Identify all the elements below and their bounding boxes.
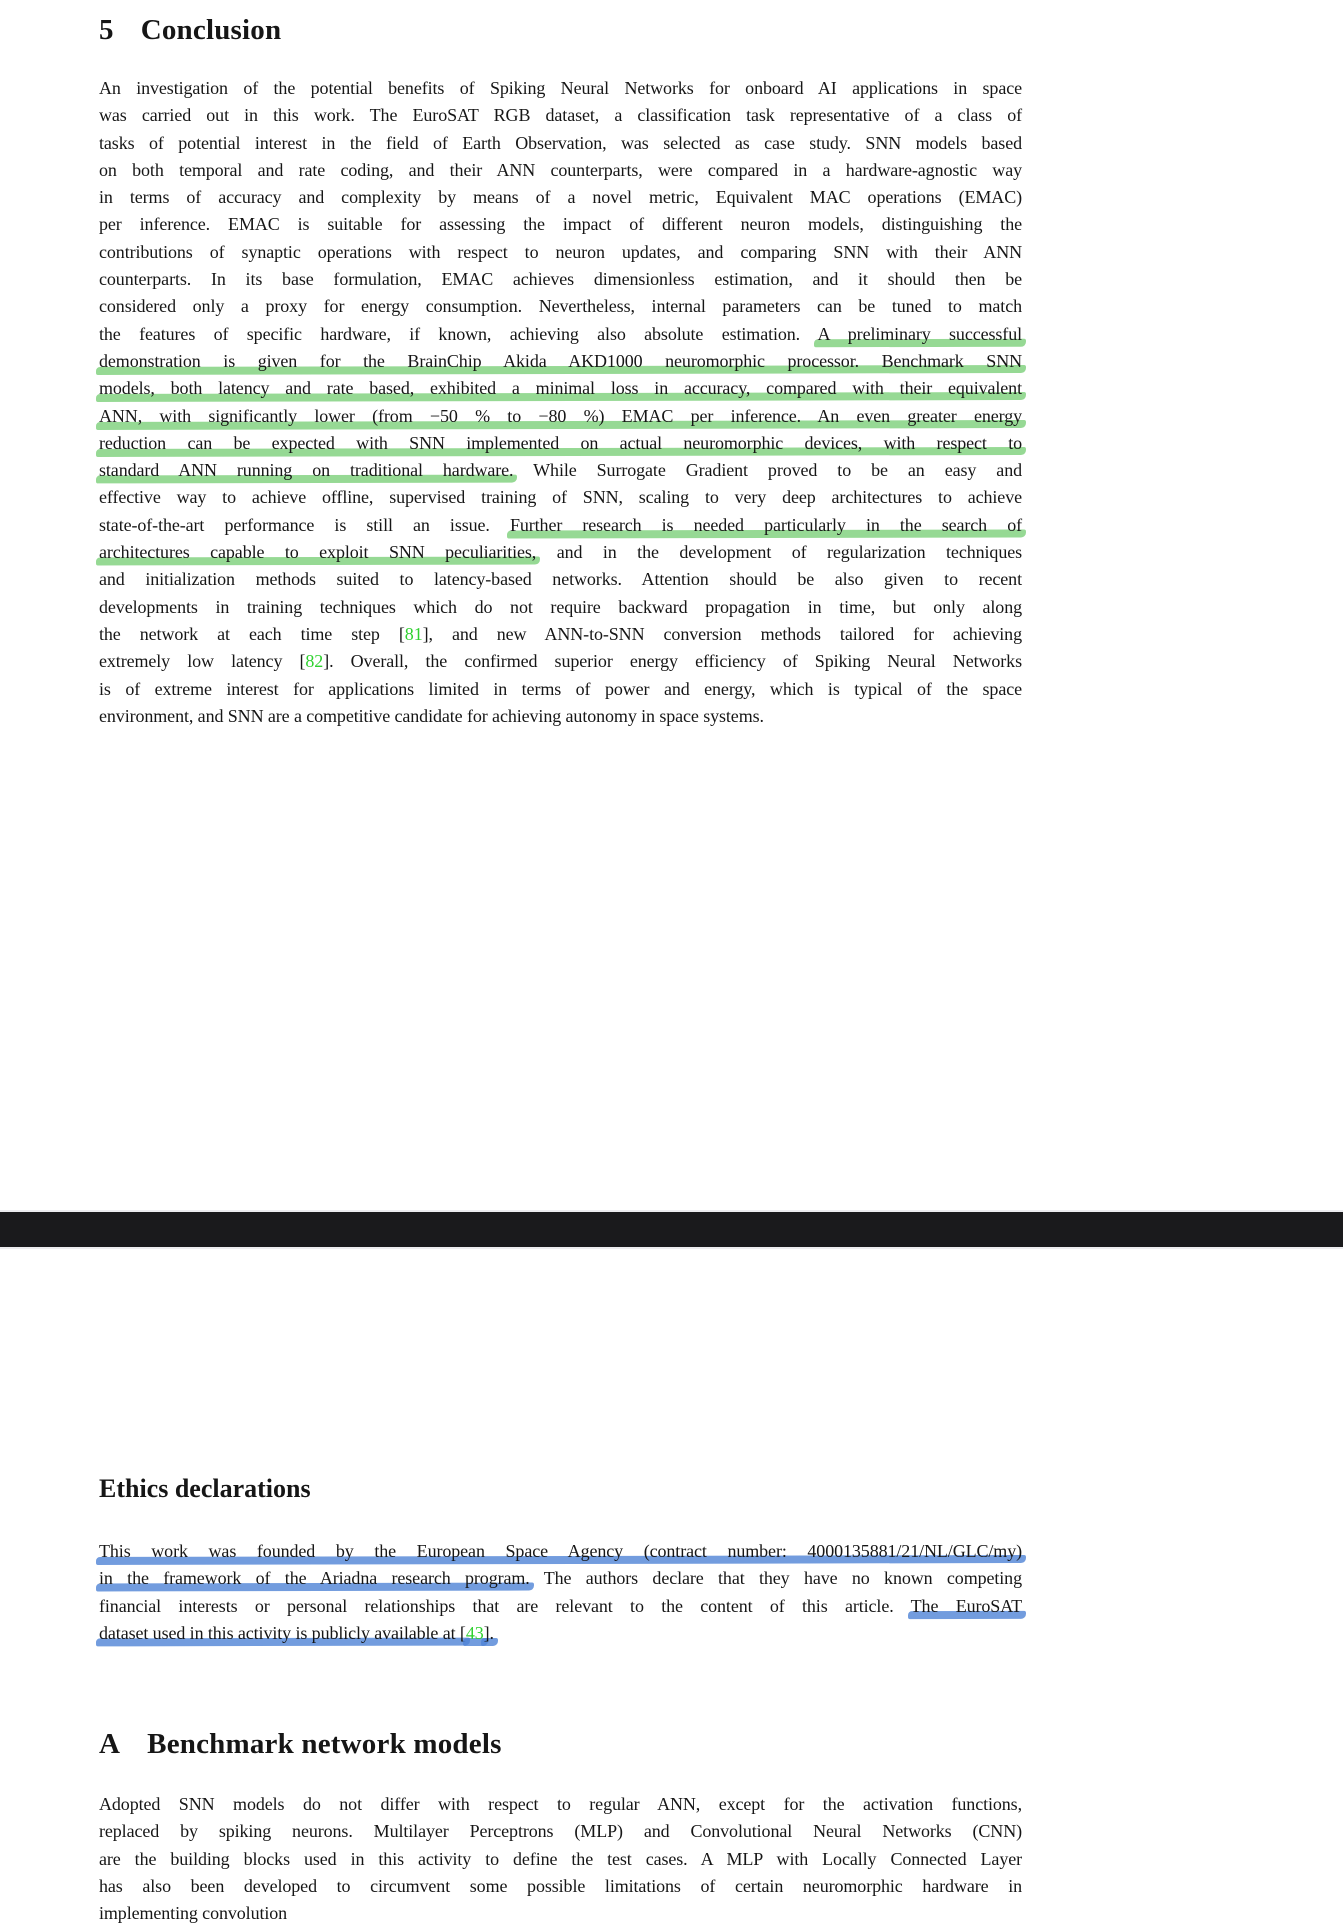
highlighted-text: A preliminary successful: [817, 323, 1022, 344]
text-segment: The authors declare that they have no known competing: [529, 1568, 1022, 1589]
appendix-letter: A: [99, 1728, 121, 1760]
text-segment: on both temporal and rate coding, and their ANN counterparts, were compared in a hardware-agnostic way: [99, 159, 1022, 180]
text-line: [99, 348, 1022, 375]
text-segment: financial interests or personal relationships that are relevant to the content of this article.: [99, 1595, 911, 1616]
text-segment: and initialization methods suited to latency-based networks. Attention should be also given to recent: [99, 569, 1022, 590]
text-line: [99, 594, 1022, 621]
text-line: [99, 539, 1022, 566]
text-segment: contributions of synaptic operations with respect to neuron updates, and comparing SNN with their ANN: [99, 241, 1022, 262]
text-segment: effective way to achieve offline, supervised training of SNN, scaling to very deep architectures to achieve: [99, 487, 1022, 508]
text-line: [99, 157, 1022, 184]
text-line: [99, 266, 1022, 293]
section-number: 5: [99, 14, 114, 46]
text-segment: While Surrogate Gradient proved to be an easy and: [513, 460, 1022, 481]
highlighted-text: standard ANN running on traditional hardware.: [99, 460, 514, 481]
highlighted-text: demonstration is given for the BrainChip Akida AKD1000 neuromorphic processor. Benchmark SNN: [99, 350, 1022, 371]
text-segment: tasks of potential interest in the field of Earth Observation, was selected as case study. SNN models based: [99, 132, 1022, 153]
text-line: [99, 75, 1022, 102]
highlighted-text: This work was founded by the European Space Agency (contract number: 4000135881/21/NL/GLC/my): [99, 1541, 1022, 1561]
highlighted-text: in the framework of the Ariadna research program.: [99, 1568, 530, 1589]
text-segment: in terms of accuracy and complexity by means of a novel metric, Equivalent MAC operations (EMAC): [99, 187, 1022, 208]
text-segment: An investigation of the potential benefits of Spiking Neural Networks for onboard AI applications in space: [99, 78, 1022, 98]
conclusion-heading: [99, 14, 1022, 47]
highlighted-text: dataset used in this activity is publicly available at [: [99, 1622, 466, 1643]
text-line: [99, 130, 1022, 157]
text-segment: replaced by spiking neurons. Multilayer Perceptrons (MLP) and Convolutional Neural Networks (CNN): [99, 1821, 1022, 1842]
text-line: [99, 1538, 1022, 1565]
text-line: [99, 512, 1022, 539]
text-line: [99, 1565, 1022, 1592]
text-segment: ], and new ANN-to-SNN conversion methods tailored for achieving: [422, 623, 1022, 644]
highlighted-text: ANN, with significantly lower (from −50 % to −80 %) EMAC per inference. An even greater energy: [99, 405, 1022, 426]
citation-ref[interactable]: 82: [305, 651, 324, 672]
text-line: [99, 621, 1022, 648]
text-line: [99, 403, 1022, 430]
text-line: [99, 375, 1022, 402]
ethics-heading: Ethics declarations: [99, 1474, 311, 1503]
text-line: [99, 102, 1022, 129]
text-line: [99, 211, 1022, 238]
text-segment: and in the development of regularization techniques: [536, 542, 1023, 563]
section-title: Conclusion: [140, 14, 282, 46]
text-line: [99, 703, 1022, 730]
highlighted-text: The EuroSAT: [910, 1595, 1022, 1616]
page-gap-bar: [0, 1212, 1343, 1247]
text-segment: the features of specific hardware, if known, achieving also absolute estimation.: [99, 323, 818, 344]
appendix-heading: [99, 1728, 1022, 1761]
text-line: [99, 676, 1022, 703]
highlighted-text: models, both latency and rate based, exhibited a minimal loss in accuracy, compared with their equivalent: [99, 378, 1022, 399]
highlighted-text: architectures capable to exploit SNN peculiarities,: [99, 542, 537, 563]
text-segment: state-of-the-art performance is still an issue.: [99, 514, 510, 535]
text-line: [99, 648, 1022, 675]
text-line: [99, 1593, 1022, 1620]
text-line: [99, 1818, 1022, 1845]
text-segment: Adopted SNN models do not differ with respect to regular ANN, except for the activation functions,: [99, 1794, 1022, 1814]
text-segment: developments in training techniques which do not require backward propagation in time, but only along: [99, 596, 1022, 617]
text-segment: are the building blocks used in this activity to define the test cases. A MLP with Locally Connected Layer: [99, 1848, 1022, 1869]
appendix-title: Benchmark network models: [147, 1728, 502, 1760]
text-segment: is of extreme interest for applications limited in terms of power and energy, which is typical of the space: [99, 678, 1022, 699]
text-line: [99, 457, 1022, 484]
text-segment: was carried out in this work. The EuroSAT RGB dataset, a classification task representative of a class of: [99, 105, 1022, 126]
highlighted-text: reduction can be expected with SNN implemented on actual neuromorphic devices, with respect to: [99, 432, 1022, 453]
text-line: [99, 484, 1022, 511]
text-segment: ]. Overall, the confirmed superior energy efficiency of Spiking Neural Networks: [323, 651, 1022, 672]
text-segment: counterparts. In its base formulation, EMAC achieves dimensionless estimation, and it should then be: [99, 269, 1022, 290]
citation-ref[interactable]: 81: [404, 623, 423, 644]
text-line: [99, 566, 1022, 593]
text-line: [99, 430, 1022, 457]
text-segment: implementing convolution: [99, 1903, 288, 1924]
text-segment: considered only a proxy for energy consumption. Nevertheless, internal parameters can be tuned to match: [99, 296, 1022, 317]
text-segment: extremely low latency [: [99, 651, 306, 672]
appendix-paragraph: [99, 1791, 1022, 1927]
text-segment: has also been developed to circumvent some possible limitations of certain neuromorphic hardware in: [99, 1875, 1022, 1896]
text-line: [99, 184, 1022, 211]
conclusion-paragraph: [99, 75, 1022, 730]
text-segment: environment, and SNN are a competitive candidate for achieving autonomy in space systems.: [99, 705, 764, 726]
text-line: [99, 1620, 1022, 1647]
text-segment: the network at each time step [: [99, 623, 405, 644]
highlighted-text: Further research is needed particularly in the search of: [509, 514, 1022, 535]
text-line: [99, 1873, 1022, 1900]
text-line: [99, 293, 1022, 320]
citation-ref[interactable]: 43: [465, 1622, 484, 1643]
text-line: [99, 239, 1022, 266]
text-line: [99, 1846, 1022, 1873]
text-line: [99, 1900, 1022, 1927]
text-line: [99, 321, 1022, 348]
highlighted-text: ].: [483, 1622, 494, 1643]
text-line: [99, 1791, 1022, 1818]
ethics-paragraph: [99, 1538, 1022, 1647]
text-segment: per inference. EMAC is suitable for assessing the impact of different neuron models, distinguishing the: [99, 214, 1022, 235]
